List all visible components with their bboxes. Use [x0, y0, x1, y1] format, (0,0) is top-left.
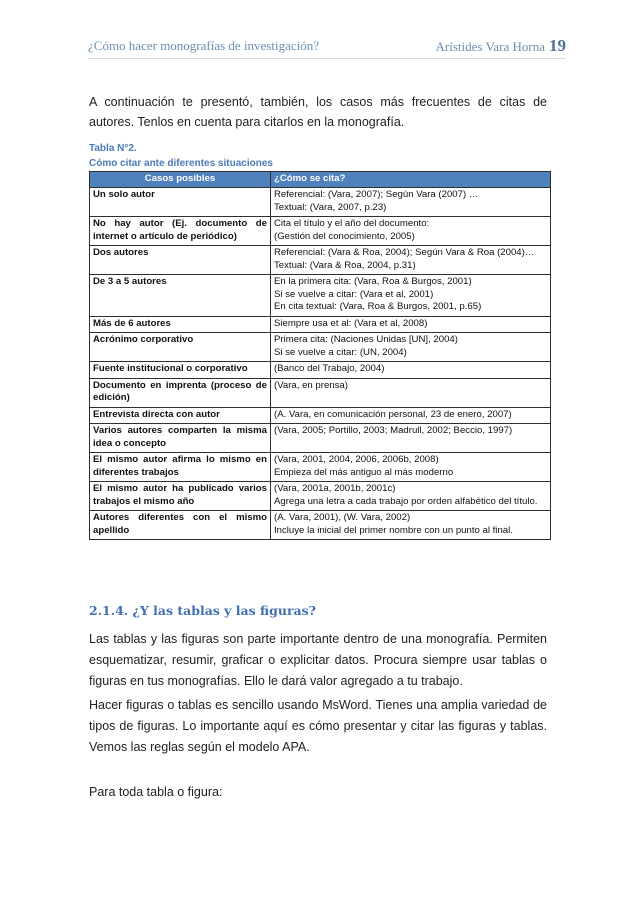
table-row [90, 378, 551, 407]
how-line: En la primera cita: (Vara, Roa & Burgos, 2001) [274, 276, 472, 287]
case-cell: Entrevista directa con autor [90, 407, 271, 424]
table-header-row [90, 172, 551, 188]
how-line: Incluye la inicial del primer nombre con un punto al final. [274, 524, 513, 536]
header-title: ¿Cómo hacer monografías de investigación? [88, 38, 320, 53]
how-line: Textual: (Vara & Roa, 2004, p.31) [274, 259, 416, 271]
how-line: (A. Vara, en comunicación personal, 23 de enero, 2007) [274, 408, 512, 420]
case-cell: Fuente institucional o corporativo [90, 362, 271, 379]
table-row [90, 482, 551, 511]
how-line: (Vara, 2001, 2004, 2006, 2006b, 2008) [274, 454, 439, 465]
how-cell [271, 275, 551, 317]
how-cell [271, 217, 551, 246]
table-row [90, 424, 551, 453]
table-row [90, 362, 551, 379]
how-cell [271, 407, 551, 424]
how-line: Referencial: (Vara, 2007); Según Vara (2007) … [274, 189, 479, 200]
how-cell [271, 482, 551, 511]
case-cell: Un solo autor [90, 188, 271, 217]
how-line: En cita textual: (Vara, Roa & Burgos, 2001, p.65) [274, 301, 482, 312]
table-label: Tabla N°2. [89, 143, 137, 154]
section-heading: 2.1.4. ¿Y las tablas y las figuras? [89, 603, 317, 618]
how-line: (Vara, en prensa) [274, 379, 348, 391]
table-row [90, 188, 551, 217]
table-row [90, 453, 551, 482]
header-author-block [435, 36, 566, 56]
how-line: (Gestión del conocimiento, 2005) [274, 230, 415, 242]
how-line: Primera cita: (Naciones Unidas [UN], 2004) [274, 334, 458, 345]
how-cell [271, 316, 551, 333]
how-cell [271, 511, 551, 540]
how-line: Siempre usa et al: (Vara et al, 2008) [274, 317, 428, 329]
how-line: (A. Vara, 2001), (W. Vara, 2002) [274, 512, 411, 523]
table-row [90, 511, 551, 540]
case-cell: De 3 a 5 autores [90, 275, 271, 317]
running-header [88, 36, 566, 59]
table-row [90, 275, 551, 317]
column-header-how: ¿Cómo se cita? [271, 172, 551, 188]
case-cell: Autores diferentes con el mismo apellido [90, 511, 271, 540]
case-cell: Documento en imprenta (proceso de edición) [90, 378, 271, 407]
body-paragraph: Hacer figuras o tablas es sencillo usando MsWord. Tienes una amplia variedad de tipos de figuras. Lo importante aquí es cómo presentar y citar las figuras y tablas. Vemos las reglas según el modelo APA. [89, 698, 547, 754]
how-line: Empieza del más antiguo al más moderno [274, 466, 454, 478]
how-line: Si se vuelve a citar: (UN, 2004) [274, 346, 407, 358]
case-cell: Dos autores [90, 246, 271, 275]
case-cell: El mismo autor ha publicado varios trabajos el mismo año [90, 482, 271, 511]
how-line: (Banco del Trabajo, 2004) [274, 363, 385, 374]
how-cell [271, 188, 551, 217]
how-line: Referencial: (Vara & Roa, 2004); Según Vara & Roa (2004)… [274, 247, 535, 258]
how-line: Textual: (Vara, 2007, p.23) [274, 201, 387, 213]
case-cell: Acrónimo corporativo [90, 333, 271, 362]
how-line: Agrega una letra a cada trabajo por orden alfabético del título. [274, 495, 538, 507]
case-cell: No hay autor (Ej. documento de internet o artículo de periódico) [90, 217, 271, 246]
body-paragraph: Para toda tabla o figura: [89, 785, 223, 799]
page-number: 19 [549, 36, 566, 55]
table-row [90, 217, 551, 246]
column-header-cases: Casos posibles [90, 172, 271, 188]
header-author: Arístides Vara Horna [435, 39, 545, 54]
how-cell [271, 246, 551, 275]
table-row [90, 407, 551, 424]
case-cell: Varios autores comparten la misma idea o concepto [90, 424, 271, 453]
how-cell [271, 453, 551, 482]
table-row [90, 333, 551, 362]
how-cell [271, 333, 551, 362]
body-paragraph: Las tablas y las figuras son parte importante dentro de una monografía. Permiten esquematizar, resumir, graficar o explicitar datos. Procura siempre usar tablas o figuras en tus monografías. Ello le dará valor agregado a tu trabajo. [89, 632, 547, 688]
case-cell: El mismo autor afirma lo mismo en diferentes trabajos [90, 453, 271, 482]
how-cell [271, 424, 551, 453]
how-cell [271, 362, 551, 379]
how-line: (Vara, 2001a, 2001b, 2001c) [274, 483, 396, 494]
case-cell: Más de 6 autores [90, 316, 271, 333]
how-line: Si se vuelve a citar: (Vara et al, 2001) [274, 288, 434, 300]
intro-paragraph: A continuación te presentó, también, los casos más frecuentes de citas de autores. Tenlos en cuenta para citarlos en la monografía. [89, 95, 547, 129]
table-title: Cómo citar ante diferentes situaciones [89, 158, 273, 169]
table-row [90, 316, 551, 333]
how-line: Cita el título y el año del documento: [274, 218, 430, 229]
how-line: (Vara, 2005; Portillo, 2003; Madrull, 2002; Beccio, 1997) [274, 425, 513, 436]
table-row [90, 246, 551, 275]
citation-table [89, 171, 551, 540]
how-cell [271, 378, 551, 407]
